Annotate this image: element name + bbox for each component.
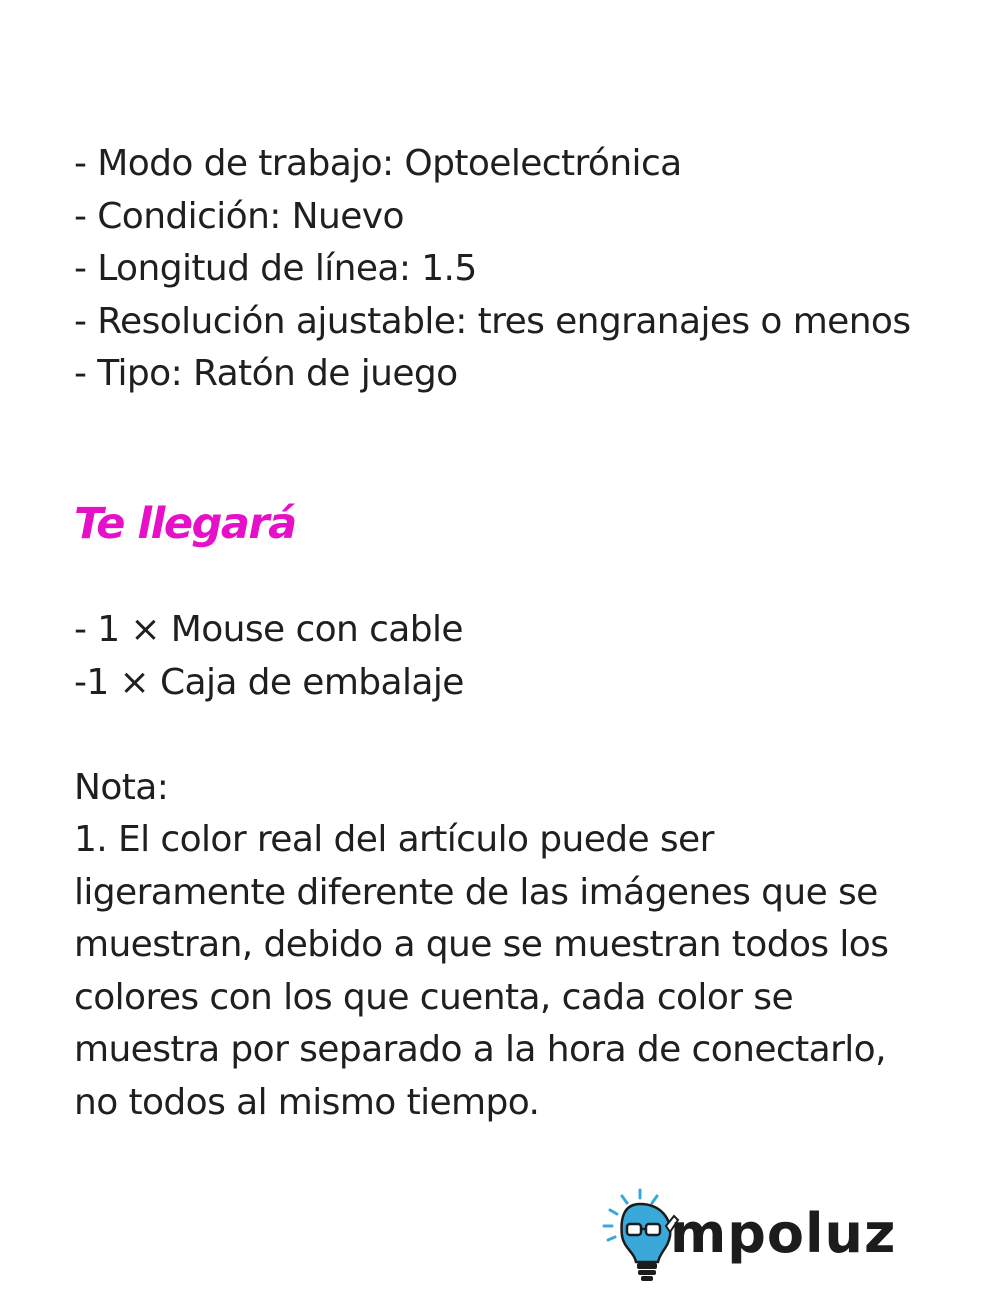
note-line: ligeramente diferente de las imágenes que se (74, 871, 878, 913)
note-title: Nota: (74, 767, 169, 808)
spec-item: - Longitud de línea: 1.5 (74, 248, 477, 289)
spec-item: - Resolución ajustable: tres engranajes o menos (74, 300, 911, 342)
package-contents-list (74, 604, 464, 709)
note-line: no todos al mismo tiempo. (74, 1081, 540, 1123)
impoluz-logo (600, 1186, 920, 1286)
logo-wordmark: mpoluz (670, 1202, 897, 1265)
note-body (74, 814, 934, 1129)
package-item: - 1 × Mouse con cable (74, 609, 463, 650)
spec-item: - Modo de trabajo: Optoelectrónica (74, 143, 682, 184)
spec-item: - Tipo: Ratón de juego (74, 353, 458, 394)
spec-item: - Condición: Nuevo (74, 195, 404, 237)
specs-list (74, 138, 911, 401)
note-line: muestra por separado a la hora de conectarlo, (74, 1029, 886, 1070)
package-item: -1 × Caja de embalaje (74, 661, 464, 703)
note-line: muestran, debido a que se muestran todos los (74, 924, 889, 965)
note-line: colores con los que cuenta, cada color se (74, 976, 794, 1018)
note-line: 1. El color real del artículo puede ser (74, 819, 714, 860)
package-contents-heading: Te llegará (74, 499, 296, 549)
